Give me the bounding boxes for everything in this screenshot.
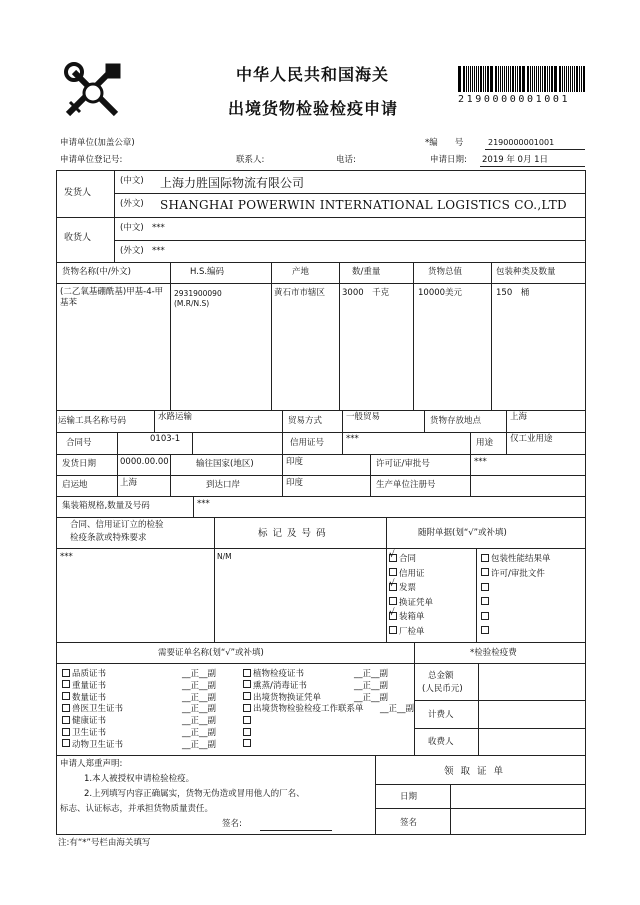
- req-label-1: 合同、信用证订立的检验: [70, 520, 164, 530]
- attached-doc-item: [481, 554, 551, 565]
- storage-label: 货物存放地点: [430, 416, 482, 426]
- attached-doc-item: [389, 598, 433, 609]
- barcode-bar: [564, 66, 565, 92]
- transport-tool-label: 运输工具名称号码: [58, 416, 127, 426]
- document-title: 中华人民共和国海关: [236, 65, 390, 84]
- receive-label: 领 取 证 单: [444, 766, 506, 777]
- barcode-bar: [568, 66, 569, 92]
- attached-doc-label: 装箱单: [399, 612, 425, 622]
- barcode-bar: [506, 66, 507, 92]
- cert-item: [62, 669, 106, 680]
- barcode-bar: [572, 66, 573, 92]
- marks-value: N/M: [217, 552, 232, 561]
- checkbox[interactable]: [389, 607, 397, 620]
- barcode-bar: [502, 66, 503, 92]
- ship-date-label: 发货日期: [62, 459, 97, 469]
- cert-item: [62, 740, 123, 751]
- apply-date-value: 2019 年 0月 1日: [482, 155, 549, 165]
- checkbox[interactable]: [481, 597, 489, 605]
- port-label: 到达口岸: [206, 480, 241, 490]
- cert-label: 出境货物换证凭单: [253, 692, 322, 703]
- attached-doc-item: [481, 627, 491, 638]
- checkbox[interactable]: [243, 716, 251, 724]
- barcode-bar: [490, 66, 493, 92]
- contract-value: 0103-1: [150, 434, 181, 444]
- barcode-bar: [476, 66, 477, 92]
- cert-copies: __正__副: [182, 692, 217, 703]
- barcode-bar: [466, 66, 467, 92]
- trade-label: 贸易方式: [288, 416, 323, 426]
- consignee-cn-value: ***: [152, 223, 165, 233]
- checkbox[interactable]: [481, 612, 489, 620]
- dest-country-label: 输往国家(地区): [196, 459, 254, 469]
- cert-item-blank: [243, 740, 253, 751]
- goods-qty: 3000 千克: [342, 288, 390, 298]
- goods-header-value: 货物总值: [428, 267, 463, 277]
- goods-origin: 黄石市市辖区: [274, 288, 326, 298]
- cert-item: [62, 728, 106, 739]
- barcode-bar: [542, 66, 543, 92]
- container-value: ***: [197, 499, 210, 509]
- goods-header-qty: 数/重量: [352, 267, 381, 277]
- cert-label: 品质证书: [72, 669, 107, 679]
- attached-doc-label: 发票: [399, 583, 417, 593]
- barcode-bar: [570, 66, 571, 92]
- shipper-cn-tag: (中文): [120, 176, 144, 186]
- checkbox[interactable]: [62, 739, 70, 747]
- barcode-bar: [538, 66, 539, 92]
- cert-label: 健康证书: [72, 716, 107, 727]
- permit-value: ***: [474, 457, 487, 467]
- collect-label: 收费人: [428, 737, 454, 747]
- checkbox[interactable]: [481, 554, 489, 562]
- attached-doc-item: [389, 627, 425, 638]
- barcode-bar: [547, 66, 548, 92]
- attached-doc-label: 合同: [399, 554, 417, 564]
- check-mark-icon: √: [389, 578, 395, 589]
- total-label-1: 总金额: [428, 671, 454, 681]
- contract-label: 合同号: [66, 438, 92, 448]
- cert-label: 数量证书: [72, 692, 107, 703]
- req-value: ***: [60, 552, 73, 562]
- consignee-cn-tag: (中文): [120, 223, 144, 233]
- cert-copies: __正__副: [354, 680, 389, 691]
- number-value: 2190000001001: [488, 138, 555, 147]
- barcode-bar: [463, 66, 465, 92]
- cert-label: 熏蒸/消毒证书: [253, 680, 307, 691]
- checkbox[interactable]: [62, 728, 70, 736]
- goods-header-hs: H.S.编码: [190, 267, 225, 277]
- cert-copies: __正__副: [182, 716, 217, 727]
- cert-label: 出境货物检验检疫工作联系单: [253, 704, 364, 715]
- shipper-cn-value: 上海力胜国际物流有限公司: [160, 176, 305, 190]
- cert-item: [62, 693, 106, 704]
- barcode-bar: [458, 66, 461, 92]
- cert-label: 卫生证书: [72, 728, 107, 738]
- use-label: 用途: [476, 438, 494, 448]
- checkbox[interactable]: [243, 728, 251, 736]
- barcode-bar: [532, 66, 533, 92]
- container-label: 集装箱规格,数量及号码: [62, 501, 150, 511]
- attached-doc-label: 包装性能结果单: [491, 554, 551, 564]
- goods-header-name: 货物名称(中/外文): [62, 267, 131, 277]
- declaration-line2: 2.上列填写内容正确属实，货物无伪造或冒用他人的厂名、: [84, 789, 305, 799]
- cert-label: 重量证书: [72, 680, 107, 691]
- consignee-en-value: ***: [152, 246, 165, 256]
- cert-label: 兽医卫生证书: [72, 704, 124, 715]
- checkbox[interactable]: [62, 692, 70, 700]
- certs-label: 需要证单名称(划“√”或补填): [158, 648, 264, 658]
- barcode: [458, 66, 586, 92]
- attached-doc-item: [481, 598, 491, 609]
- checkbox[interactable]: [389, 578, 397, 591]
- declaration-line3: 标志、认证标志，并承担货物质量责任。: [60, 804, 214, 814]
- barcode-bar: [483, 66, 484, 92]
- barcode-bar: [487, 66, 489, 92]
- cert-label: 动物卫生证书: [72, 739, 124, 750]
- barcode-bar: [576, 66, 578, 92]
- attached-doc-item: [389, 569, 425, 580]
- barcode-bar: [544, 66, 546, 92]
- declaration-line1: 1.本人被授权申请检验检疫。: [84, 774, 195, 784]
- barcode-number: 2190000001001: [458, 94, 571, 105]
- check-mark-icon: √: [389, 607, 395, 618]
- goods-header-package: 包装种类及数量: [496, 267, 556, 277]
- barcode-bar: [522, 66, 525, 92]
- barcode-bar: [549, 66, 550, 92]
- cert-item-blank: [243, 716, 253, 727]
- attached-doc-item: [389, 578, 417, 594]
- producer-label: 生产单位注册号: [376, 480, 436, 490]
- declaration-title: 申请人郑重声明:: [60, 759, 123, 769]
- goods-hs-code: 2931900090: [174, 289, 222, 298]
- departure-value: 上海: [120, 478, 138, 488]
- cert-item-blank: [243, 728, 253, 739]
- customs-emblem: [60, 58, 126, 124]
- barcode-bar: [498, 66, 499, 92]
- cert-item: [62, 716, 106, 727]
- checkbox[interactable]: [243, 680, 251, 688]
- storage-value: 上海: [510, 412, 528, 422]
- checkbox[interactable]: [62, 669, 70, 677]
- barcode-bar: [554, 66, 557, 92]
- attached-doc-item: [481, 569, 545, 580]
- shipper-en-value: SHANGHAI POWERWIN INTERNATIONAL LOGISTICS CO.,LTD: [160, 198, 567, 212]
- cert-copies: __正__副: [354, 669, 389, 679]
- check-mark-icon: √: [389, 549, 395, 560]
- sign-label: 签名:: [222, 819, 242, 829]
- checkbox[interactable]: [62, 704, 70, 712]
- attached-label: 随附单据(划“√”或补填): [418, 528, 507, 538]
- goods-package: 150 桶: [496, 288, 530, 298]
- barcode-bar: [559, 66, 561, 92]
- attached-doc-item: [389, 549, 417, 565]
- lc-value: ***: [346, 434, 359, 444]
- checkbox[interactable]: [243, 669, 251, 677]
- dest-country-value: 印度: [286, 457, 304, 467]
- consignee-label: 收货人: [64, 233, 92, 243]
- shipper-en-tag: (外文): [120, 199, 144, 209]
- attached-doc-label: 信用证: [399, 568, 425, 579]
- goods-header-origin: 产地: [292, 267, 310, 277]
- use-value: 仅工业用途: [510, 434, 553, 444]
- cert-item: [243, 704, 364, 715]
- barcode-bar: [474, 66, 475, 92]
- barcode-bar: [519, 66, 521, 92]
- barcode-bar: [510, 66, 511, 92]
- cert-item: [243, 681, 307, 692]
- barcode-bar: [500, 66, 501, 92]
- barcode-bar: [470, 66, 471, 92]
- cert-item: [62, 681, 106, 692]
- barcode-bar: [517, 66, 518, 92]
- attached-doc-item: [481, 612, 491, 623]
- barcode-bar: [478, 66, 479, 92]
- reg-no-label: 申请单位登记号:: [60, 155, 123, 165]
- barcode-bar: [579, 66, 580, 92]
- barcode-bar: [562, 66, 563, 92]
- cert-item: [243, 693, 321, 704]
- barcode-bar: [480, 66, 482, 92]
- barcode-bar: [536, 66, 537, 92]
- cert-copies: __正__副: [380, 704, 415, 715]
- port-value: 印度: [286, 478, 304, 488]
- cert-copies: __正__副: [182, 669, 217, 679]
- attached-doc-label: 厂检单: [399, 626, 425, 637]
- cert-copies: __正__副: [354, 692, 389, 703]
- number-label: *编 号: [425, 138, 464, 148]
- cert-copies: __正__副: [182, 728, 217, 738]
- barcode-bar: [512, 66, 514, 92]
- departure-label: 启运地: [62, 480, 88, 490]
- req-label-2: 检疫条款或特殊要求: [70, 533, 147, 543]
- checkbox[interactable]: [481, 568, 489, 576]
- barcode-bar: [468, 66, 469, 92]
- barcode-bar: [574, 66, 575, 92]
- barcode-bar: [495, 66, 497, 92]
- checkbox[interactable]: [243, 692, 251, 700]
- barcode-bar: [515, 66, 516, 92]
- checkbox[interactable]: [389, 568, 397, 576]
- phone-label: 电话:: [336, 155, 356, 165]
- cert-item: [243, 669, 304, 680]
- document-subtitle: 出境货物检验检疫申请: [228, 99, 399, 118]
- barcode-bar: [581, 66, 582, 92]
- barcode-bar: [504, 66, 505, 92]
- barcode-bar: [527, 66, 529, 92]
- cert-copies: __正__副: [182, 739, 217, 750]
- goods-name: (二乙氧基硼酰基)甲基-4-甲基苯: [60, 287, 164, 308]
- attached-doc-label: 许可/审批文件: [491, 568, 545, 579]
- barcode-bar: [534, 66, 535, 92]
- barcode-bar: [508, 66, 509, 92]
- goods-value: 10000美元: [418, 288, 463, 298]
- cert-copies: __正__副: [182, 704, 217, 715]
- ship-date-value: 0000.00.00: [120, 457, 169, 467]
- total-label-2: (人民币元): [422, 684, 463, 694]
- calc-label: 计费人: [428, 710, 454, 720]
- date-label: 日期: [400, 792, 418, 802]
- checkbox[interactable]: [243, 739, 251, 747]
- footer-note: 注:有“*”号栏由海关填写: [58, 838, 151, 848]
- attached-doc-item: [389, 607, 425, 623]
- attached-doc-label: 换证凭单: [399, 597, 434, 608]
- sign2-label: 签名: [400, 818, 418, 828]
- barcode-bar: [551, 66, 553, 92]
- checkbox[interactable]: [243, 704, 251, 712]
- checkbox[interactable]: [62, 680, 70, 688]
- applicant-unit-label: 申请单位(加盖公章): [60, 138, 135, 148]
- lc-label: 信用证号: [290, 438, 325, 448]
- consignee-en-tag: (外文): [120, 246, 144, 256]
- checkbox[interactable]: [481, 626, 489, 634]
- cert-item: [62, 704, 123, 715]
- transport-tool-value: 水路运输: [158, 412, 193, 422]
- contact-label: 联系人:: [236, 155, 265, 165]
- cert-copies: __正__副: [182, 680, 217, 691]
- checkbox[interactable]: [389, 549, 397, 562]
- apply-date-label: 申请日期:: [430, 155, 467, 165]
- attached-doc-item: [481, 583, 491, 594]
- barcode-bar: [472, 66, 473, 92]
- barcode-bar: [530, 66, 531, 92]
- marks-label: 标 记 及 号 码: [258, 528, 327, 539]
- barcode-bar: [566, 66, 567, 92]
- barcode-bar: [583, 66, 585, 92]
- fee-label: *检验检疫费: [470, 648, 517, 658]
- trade-value: 一般贸易: [346, 412, 381, 422]
- cert-label: 植物检疫证书: [253, 669, 305, 679]
- checkbox[interactable]: [389, 626, 397, 634]
- checkbox[interactable]: [481, 583, 489, 591]
- shipper-label: 发货人: [64, 188, 92, 198]
- checkbox[interactable]: [62, 716, 70, 724]
- goods-hs-note: (M.R/N.S): [174, 299, 210, 308]
- checkbox[interactable]: [389, 597, 397, 605]
- barcode-bar: [540, 66, 541, 92]
- permit-label: 许可证/审批号: [376, 459, 430, 469]
- barcode-bar: [485, 66, 486, 92]
